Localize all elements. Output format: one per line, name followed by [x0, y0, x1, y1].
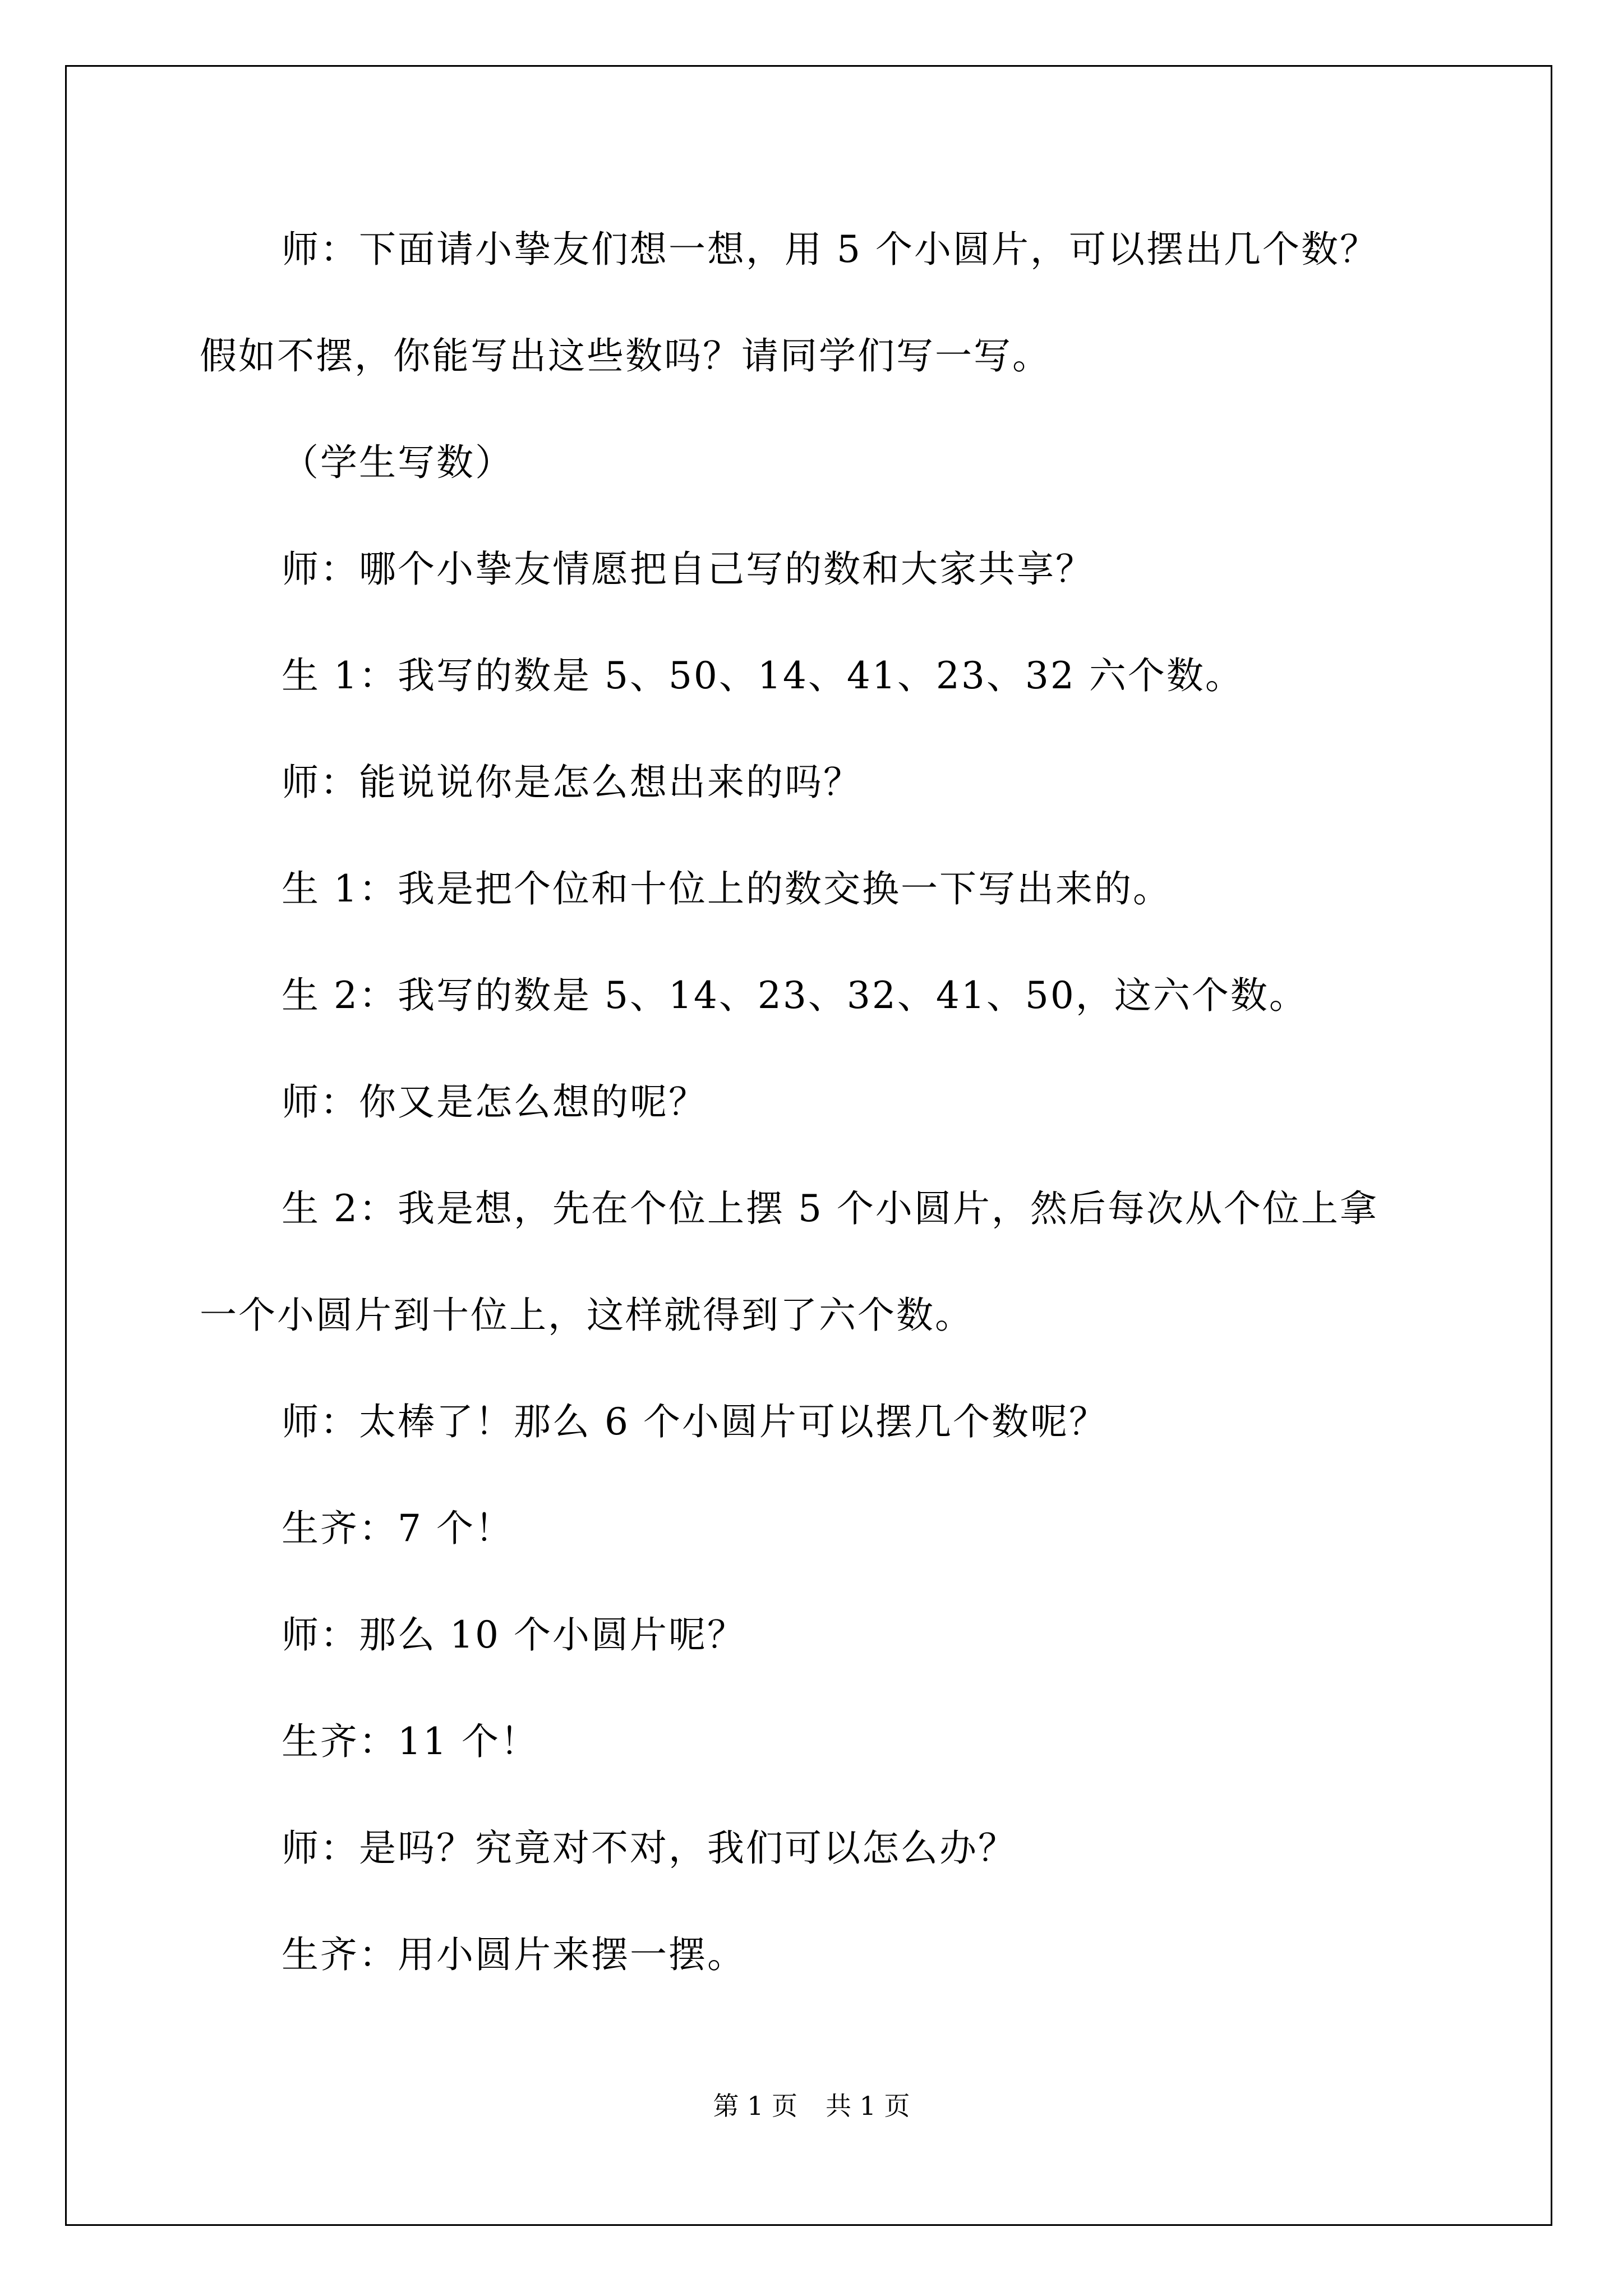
paragraph-line: 师：下面请小挚友们想一想，用 5 个小圆片，可以摆出几个数？: [282, 228, 1378, 271]
paragraph-line: 师：哪个小挚友情愿把自己写的数和大家共享？: [282, 547, 1094, 591]
paragraph-line: （学生写数）: [282, 441, 514, 484]
paragraph-line: 生齐：用小圆片来摆一摆。: [282, 1933, 746, 1976]
page-total: 共 1 页: [826, 2091, 910, 2121]
paragraph-line: 师：是吗？究竟对不对，我们可以怎么办？: [282, 1826, 1017, 1870]
paragraph-line: 生 1：我是把个位和十位上的数交换一下写出来的。: [282, 867, 1172, 910]
paragraph-line: 师：太棒了！那么 6 个小圆片可以摆几个数呢？: [282, 1400, 1108, 1443]
paragraph-line: 假如不摆，你能写出这些数吗？请同学们写一写。: [200, 334, 1051, 378]
paragraph-line: 一个小圆片到十位上，这样就得到了六个数。: [200, 1294, 974, 1337]
paragraph-line: 生齐：7 个！: [282, 1507, 514, 1550]
page-number: 第 1 页: [713, 2091, 797, 2121]
paragraph-line: 师：你又是怎么想的呢？: [282, 1080, 707, 1124]
paragraph-line: 生 2：我是想，先在个位上摆 5 个小圆片，然后每次从个位上拿: [282, 1187, 1378, 1230]
page-border: [65, 65, 1552, 2226]
paragraph-line: 生齐：11 个！: [282, 1720, 539, 1763]
paragraph-line: 生 1：我写的数是 5、50、14、41、23、32 六个数。: [282, 654, 1244, 697]
paragraph-line: 师：能说说你是怎么想出来的吗？: [282, 761, 862, 804]
page-footer: [0, 2089, 1623, 2123]
paragraph-line: 师：那么 10 个小圆片呢？: [282, 1613, 746, 1657]
paragraph-line: 生 2：我写的数是 5、14、23、32、41、50，这六个数。: [282, 974, 1308, 1017]
